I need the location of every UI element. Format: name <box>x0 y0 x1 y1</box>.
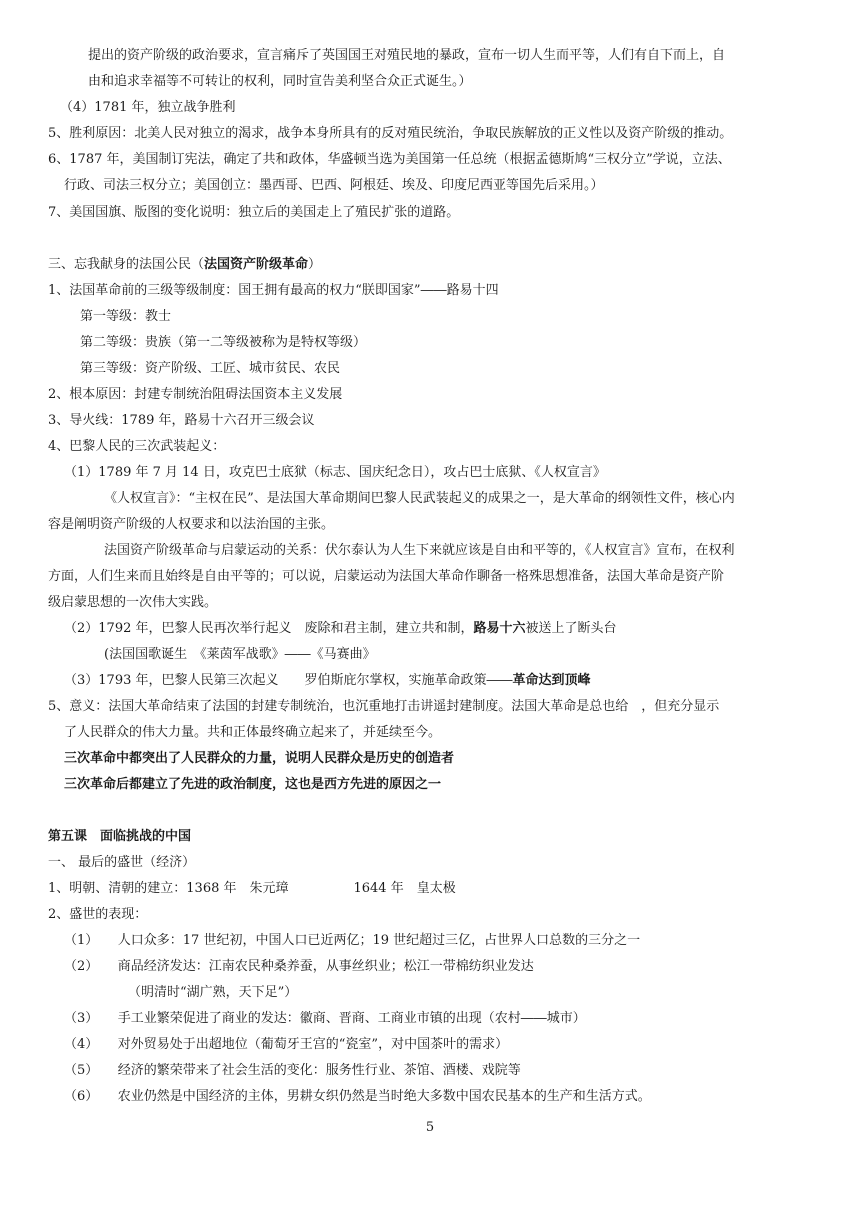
text-line: 级启蒙思想的一次伟大实践。 <box>48 595 218 610</box>
list-item: （2）1792 年，巴黎人民再次举行起义 废除和君主制，建立共和制，路易十六被送上了断头台 <box>64 621 617 636</box>
text-line: （明清时“湖广熟，天下足”） <box>128 985 298 1000</box>
list-item: （1） 人口众多：17 世纪初，中国人口已近两亿；19 世纪超过三亿，占世界人口总数的三分之一 <box>64 933 641 948</box>
list-item: 第三等级：资产阶级、工匠、城市贫民、农民 <box>80 361 341 376</box>
list-item: （4）1781 年，独立战争胜利 <box>60 100 236 115</box>
list-item: （4） 对外贸易处于出超地位（葡萄牙王宫的“瓷室”，对中国茶叶的需求） <box>64 1037 509 1052</box>
text-line: 法国资产阶级革命与启蒙运动的关系：伏尔泰认为人生下来就应该是自由和平等的，《人权宣言》宣布，在权利 <box>104 543 735 558</box>
list-item: （2） 商品经济发达：江南农民种桑养蚕，从事丝织业；松江一带棉纺织业发达 <box>64 959 534 974</box>
list-item: 1、明朝、清朝的建立：1368 年 朱元璋 1644 年 皇太极 <box>48 881 456 896</box>
section-heading: 一、 最后的盛世（经济） <box>48 855 196 870</box>
emphasis-line: 三次革命后都建立了先进的政治制度，这也是西方先进的原因之一 <box>64 777 442 792</box>
text-line: (法国国歌诞生 《莱茵军战歌》――《马赛曲》 <box>104 647 376 662</box>
lesson-title: 第五课 面临挑战的中国 <box>48 829 192 844</box>
list-item: 7、美国国旗、版图的变化说明：独立后的美国走上了殖民扩张的道路。 <box>48 205 460 220</box>
list-item: 4、巴黎人民的三次武装起义： <box>48 439 226 454</box>
list-item: 5、胜利原因：北美人民对独立的渴求，战争本身所具有的反对殖民统治，争取民族解放的正义性以及资产阶级的推动。 <box>48 126 733 141</box>
list-item: （1）1789 年 7 月 14 日，攻克巴士底狱（标志、国庆纪念日），攻占巴士底狱、《人权宣言》 <box>64 465 606 480</box>
list-item: 5、意义：法国大革命结束了法国的封建专制统治，也沉重地打击讲遥封建制度。法国大革命是总也给 ，但充分显示 <box>48 699 720 714</box>
text-line: 由和追求幸福等不可转让的权利，同时宣告美利坚合众正式诞生。） <box>88 74 472 89</box>
text-line: 《人权宣言》：“主权在民”、是法国大革命期间巴黎人民武装起义的成果之一，是大革命的纲领性文件，核心内 <box>104 491 735 506</box>
text-line: 了人民群众的伟大力量。共和正体最终确立起来了，并延续至今。 <box>64 725 442 740</box>
list-item: （5） 经济的繁荣带来了社会生活的变化：服务性行业、茶馆、酒楼、戏院等 <box>64 1063 521 1078</box>
page-number: 5 <box>425 1120 435 1135</box>
emphasis-line: 三次革命中都突出了人民群众的力量，说明人民群众是历史的创造者 <box>64 751 455 766</box>
list-item: 2、盛世的表现： <box>48 907 148 922</box>
text-line: 行政、司法三权分立；美国创立：墨西哥、巴西、阿根廷、埃及、印度尼西亚等国先后采用。） <box>64 178 604 193</box>
list-item: 3、导火线：1789 年，路易十六召开三级会议 <box>48 413 315 428</box>
list-item: 第二等级：贵族（第一二等级被称为是特权等级） <box>80 335 367 350</box>
list-item: （3）1793 年，巴黎人民第三次起义 罗伯斯庇尔掌权，实施革命政策――革命达到顶峰 <box>64 673 591 688</box>
list-item: 1、法国革命前的三级等级制度：国王拥有最高的权力“朕即国家”――路易十四 <box>48 283 499 298</box>
list-item: 第一等级：教士 <box>80 309 172 324</box>
text-line: 容是阐明资产阶级的人权要求和以法治国的主张。 <box>48 517 335 532</box>
list-item: 2、根本原因：封建专制统治阻碍法国资本主义发展 <box>48 387 343 402</box>
list-item: 6、1787 年，美国制订宪法，确定了共和政体，华盛顿当选为美国第一任总统（根据孟德斯鸠“三权分立”学说，立法、 <box>48 152 731 167</box>
text-line: 方面，人们生来而且始终是自由平等的；可以说，启蒙运动为法国大革命作聊备一格殊思想准备，法国大革命是资产阶 <box>48 569 725 584</box>
text-line: 提出的资产阶级的政治要求，宣言痛斥了英国国王对殖民地的暴政，宣布一切人生而平等，人们有自下而上，自 <box>88 48 726 63</box>
list-item: （6） 农业仍然是中国经济的主体，男耕女织仍然是当时绝大多数中国农民基本的生产和生活方式。 <box>64 1089 651 1104</box>
section-heading: 三、忘我献身的法国公民（法国资产阶级革命） <box>48 257 322 272</box>
list-item: （3） 手工业繁荣促进了商业的发达：徽商、晋商、工商业市镇的出现（农村――城市） <box>64 1011 586 1026</box>
